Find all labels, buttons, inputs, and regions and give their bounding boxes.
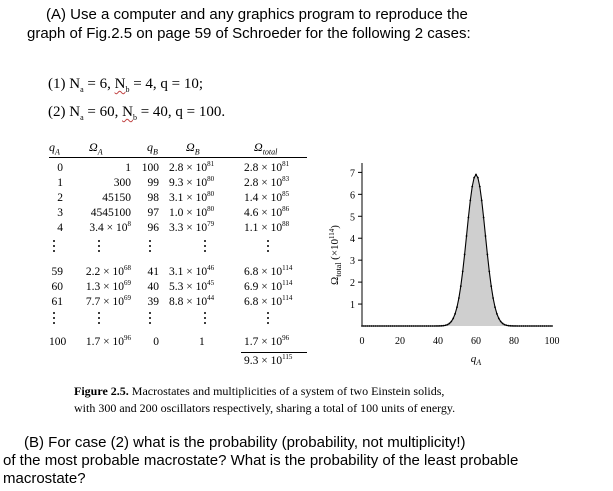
- data-point: [498, 318, 500, 320]
- data-point: [549, 325, 551, 327]
- data-point: [488, 271, 490, 273]
- case-1-nb: $N_b$: [114, 76, 130, 94]
- question-a-line2: graph of Fig.2.5 on page 59 of Schroeder for the following 2 cases:: [27, 25, 471, 42]
- data-point: [456, 306, 458, 308]
- total-rule: [241, 352, 307, 353]
- cell-qb: 99: [147, 177, 159, 189]
- question-b-line3: macrostate?: [3, 470, 86, 487]
- x-tick-label: 20: [395, 336, 405, 347]
- data-point: [369, 325, 371, 327]
- data-point: [519, 325, 521, 327]
- y-tick-label: 5: [350, 212, 355, 224]
- data-point: [469, 200, 471, 202]
- data-point: [536, 325, 538, 327]
- data-point: [393, 325, 395, 327]
- cell-qa: 4: [57, 222, 63, 234]
- y-tick-label: 7: [350, 168, 355, 180]
- data-point: [426, 325, 428, 327]
- data-point: [471, 186, 473, 188]
- data-point: [506, 324, 508, 326]
- x-tick-label: 100: [544, 336, 560, 347]
- data-point: [545, 325, 547, 327]
- x-tick-label: 80: [509, 336, 519, 347]
- data-point: [420, 325, 422, 327]
- data-point: [509, 325, 511, 327]
- ellipsis-dot: [98, 240, 100, 242]
- ellipsis-dot: [267, 322, 269, 324]
- data-point: [447, 324, 449, 326]
- ellipsis-dot: [149, 245, 151, 247]
- cell-ob: $5.3 \times 10^{45}$: [169, 279, 215, 293]
- data-point: [492, 297, 494, 299]
- data-point: [392, 325, 394, 327]
- cell-ob: $2.8 \times 10^{81}$: [169, 160, 215, 174]
- data-point: [551, 325, 553, 327]
- data-point: [487, 254, 489, 256]
- data-point: [462, 271, 464, 273]
- ellipsis-dot: [53, 322, 55, 324]
- y-tick-label: 1: [350, 300, 355, 312]
- ellipsis-dot: [53, 250, 55, 252]
- data-point: [441, 325, 443, 327]
- data-point: [401, 325, 403, 327]
- header-rule: [49, 157, 307, 158]
- cell-ob: $3.1 \times 10^{80}$: [169, 190, 215, 204]
- data-point: [407, 325, 409, 327]
- ellipsis-dot: [149, 317, 151, 319]
- multiplicity-chart: [300, 148, 590, 378]
- data-point: [525, 325, 527, 327]
- y-tick-label: 4: [350, 234, 355, 246]
- cell-qa: 2: [57, 192, 63, 204]
- ellipsis-dot: [204, 322, 206, 324]
- data-point: [532, 325, 534, 327]
- data-point: [540, 325, 542, 327]
- cell-qb: 96: [147, 222, 159, 234]
- cell-oa: 45150: [102, 192, 131, 204]
- data-point: [454, 313, 456, 315]
- data-point: [433, 325, 435, 327]
- data-point: [439, 325, 441, 327]
- cell-ot: $2.8 \times 10^{81}$: [244, 160, 290, 174]
- ellipsis-dot: [149, 250, 151, 252]
- x-tick-label: 0: [359, 336, 365, 347]
- header-omega-a: $\Omega_A$: [89, 140, 103, 157]
- ellipsis-dot: [204, 245, 206, 247]
- ellipsis-dot: [98, 317, 100, 319]
- cell-qa: 1: [57, 177, 63, 189]
- ellipsis-dot: [267, 250, 269, 252]
- y-tick-label: 2: [350, 278, 355, 290]
- cell-oa: $1.3 \times 10^{69}$: [85, 279, 131, 293]
- cell-ot: $6.8 \times 10^{114}$: [244, 264, 293, 278]
- data-point: [544, 325, 546, 327]
- cell-qb: 39: [147, 296, 159, 308]
- data-point: [515, 325, 517, 327]
- data-point: [483, 217, 485, 219]
- data-point: [494, 306, 496, 308]
- data-point: [450, 321, 452, 323]
- data-point: [507, 325, 509, 327]
- y-axis-label: $\Omega_{total}$ $(\times 10^{114})$: [328, 225, 343, 285]
- case-1: (1) $N_a = 6$, $N_b = 4$, q = 10;: [48, 76, 204, 94]
- data-point: [384, 325, 386, 327]
- plot-area: [328, 163, 560, 367]
- data-point: [397, 325, 399, 327]
- last-omega-b: 1: [199, 336, 205, 348]
- figure-caption-line1: Figure 2.5. Macrostates and multiplicities of a system of two Einstein solids,: [74, 384, 445, 398]
- data-point: [473, 177, 475, 179]
- data-point: [477, 177, 479, 179]
- cell-oa: $3.4 \times 10^8$: [89, 220, 131, 234]
- data-point: [466, 235, 468, 237]
- cell-oa: $7.7 \times 10^{69}$: [85, 294, 131, 308]
- data-point: [414, 325, 416, 327]
- data-point: [528, 325, 530, 327]
- cell-ob: $9.3 \times 10^{80}$: [169, 175, 215, 189]
- data-point: [411, 325, 413, 327]
- question-b-line1: (B) For case (2) what is the probability (probability, not multiplicity!): [24, 434, 466, 451]
- data-point: [418, 325, 420, 327]
- ellipsis-dot: [204, 317, 206, 319]
- data-point: [458, 297, 460, 299]
- last-omega-total: $1.7 \times 10^{96}$: [244, 334, 290, 348]
- cell-oa: $2.2 \times 10^{68}$: [85, 264, 131, 278]
- ellipsis-dot: [98, 245, 100, 247]
- ellipsis-dot: [267, 245, 269, 247]
- data-point: [502, 323, 504, 325]
- cell-qb: 41: [147, 266, 159, 278]
- data-point: [435, 325, 437, 327]
- data-point: [371, 325, 373, 327]
- data-point: [490, 285, 492, 287]
- cell-qa: 3: [57, 207, 63, 219]
- data-point: [517, 325, 519, 327]
- data-point: [409, 325, 411, 327]
- x-tick-label: 40: [433, 336, 443, 347]
- ellipsis-dot: [149, 240, 151, 242]
- cell-oa: 4545100: [90, 207, 131, 219]
- cell-qa: 61: [51, 296, 63, 308]
- data-point: [416, 325, 418, 327]
- data-point: [428, 325, 430, 327]
- data-point: [523, 325, 525, 327]
- ellipsis-dot: [98, 312, 100, 314]
- data-point: [475, 174, 477, 176]
- last-omega-a: $1.7 \times 10^{96}$: [85, 334, 131, 348]
- cell-ob: $3.1 \times 10^{46}$: [169, 264, 215, 278]
- data-point: [431, 325, 433, 327]
- case-2: (2) $N_a = 60$, $N_b = 40$, q = 100.: [48, 104, 226, 122]
- data-point: [399, 325, 401, 327]
- ellipsis-dot: [53, 312, 55, 314]
- cell-qb: 98: [147, 192, 159, 204]
- data-point: [405, 325, 407, 327]
- y-tick-label: 3: [350, 256, 355, 268]
- cell-oa: 1: [125, 162, 131, 174]
- data-point: [374, 325, 376, 327]
- x-tick-label: 60: [471, 336, 481, 347]
- data-point: [437, 325, 439, 327]
- data-point: [504, 324, 506, 326]
- cell-ot: $2.8 \times 10^{83}$: [244, 175, 290, 189]
- ellipsis-dot: [267, 312, 269, 314]
- data-point: [378, 325, 380, 327]
- cell-qa: 60: [51, 281, 63, 293]
- data-point: [376, 325, 378, 327]
- cell-ot: $1.1 \times 10^{88}$: [244, 220, 290, 234]
- ellipsis-dot: [204, 250, 206, 252]
- x-axis-label: $q_A$: [470, 353, 482, 367]
- data-point: [468, 217, 470, 219]
- data-point: [445, 324, 447, 326]
- data-point: [513, 325, 515, 327]
- data-point: [464, 254, 466, 256]
- data-point: [373, 325, 375, 327]
- area-fill: [362, 175, 552, 326]
- data-point: [542, 325, 544, 327]
- ellipsis-dot: [267, 240, 269, 242]
- last-qb: 0: [153, 336, 159, 348]
- data-point: [390, 325, 392, 327]
- header-omega-total: $\Omega_{total}$: [254, 140, 278, 157]
- figure-label: Figure 2.5.: [74, 384, 129, 398]
- cell-qb: 100: [141, 162, 159, 174]
- ellipsis-dot: [204, 312, 206, 314]
- data-point: [530, 325, 532, 327]
- data-point: [452, 318, 454, 320]
- data-point: [511, 325, 513, 327]
- question-b-line2: of the most probable macrostate? What is the probability of the least probable: [3, 452, 519, 469]
- data-point: [449, 323, 451, 325]
- data-point: [363, 325, 365, 327]
- data-point: [424, 325, 426, 327]
- data-point: [534, 325, 536, 327]
- ellipsis-dot: [53, 240, 55, 242]
- series-line: [362, 175, 552, 326]
- data-point: [388, 325, 390, 327]
- cell-ob: $1.0 \times 10^{80}$: [169, 205, 215, 219]
- ellipsis-dot: [149, 322, 151, 324]
- cell-qb: 97: [147, 207, 159, 219]
- data-point: [521, 325, 523, 327]
- cell-ot: $1.4 \times 10^{85}$: [244, 190, 290, 204]
- grand-total: $9.3 \times 10^{115}$: [244, 353, 293, 367]
- header-omega-b: $\Omega_B$: [186, 140, 200, 157]
- ellipsis-dot: [149, 312, 151, 314]
- header-qa: $q_A$: [49, 140, 60, 157]
- data-point: [430, 325, 432, 327]
- cell-ot: $4.6 \times 10^{86}$: [244, 205, 290, 219]
- ellipsis-dot: [98, 250, 100, 252]
- y-tick-label: 6: [350, 190, 355, 202]
- cell-qa: 59: [51, 266, 63, 278]
- data-point: [382, 325, 384, 327]
- data-point: [481, 200, 483, 202]
- data-point: [460, 285, 462, 287]
- data-point: [526, 325, 528, 327]
- ellipsis-dot: [53, 317, 55, 319]
- data-point: [365, 325, 367, 327]
- question-a-line1: (A) Use a computer and any graphics program to reproduce the: [46, 6, 468, 23]
- cell-ob: $8.8 \times 10^{44}$: [169, 294, 215, 308]
- cell-qb: 40: [147, 281, 159, 293]
- data-point: [380, 325, 382, 327]
- data-point: [412, 325, 414, 327]
- last-qa: 100: [49, 336, 67, 348]
- ellipsis-dot: [98, 322, 100, 324]
- data-point: [500, 321, 502, 323]
- data-point: [395, 325, 397, 327]
- ellipsis-dot: [53, 245, 55, 247]
- data-point: [479, 186, 481, 188]
- cell-ob: $3.3 \times 10^{79}$: [169, 220, 215, 234]
- data-point: [547, 325, 549, 327]
- data-point: [367, 325, 369, 327]
- cell-ot: $6.8 \times 10^{114}$: [244, 294, 293, 308]
- cell-oa: 300: [113, 177, 131, 189]
- cell-qa: 0: [57, 162, 63, 174]
- data-point: [538, 325, 540, 327]
- ellipsis-dot: [267, 317, 269, 319]
- data-point: [403, 325, 405, 327]
- cell-ot: $6.9 \times 10^{114}$: [244, 279, 293, 293]
- data-point: [485, 235, 487, 237]
- header-qb: $q_B$: [147, 140, 158, 157]
- case-2-nb: $N_b$: [122, 104, 137, 122]
- data-point: [443, 325, 445, 327]
- data-point: [496, 313, 498, 315]
- data-point: [422, 325, 424, 327]
- ellipsis-dot: [204, 240, 206, 242]
- data-point: [386, 325, 388, 327]
- figure-caption-line2: with 300 and 200 oscillators respectively, sharing a total of 100 units of energy.: [74, 401, 456, 415]
- data-point: [361, 325, 363, 327]
